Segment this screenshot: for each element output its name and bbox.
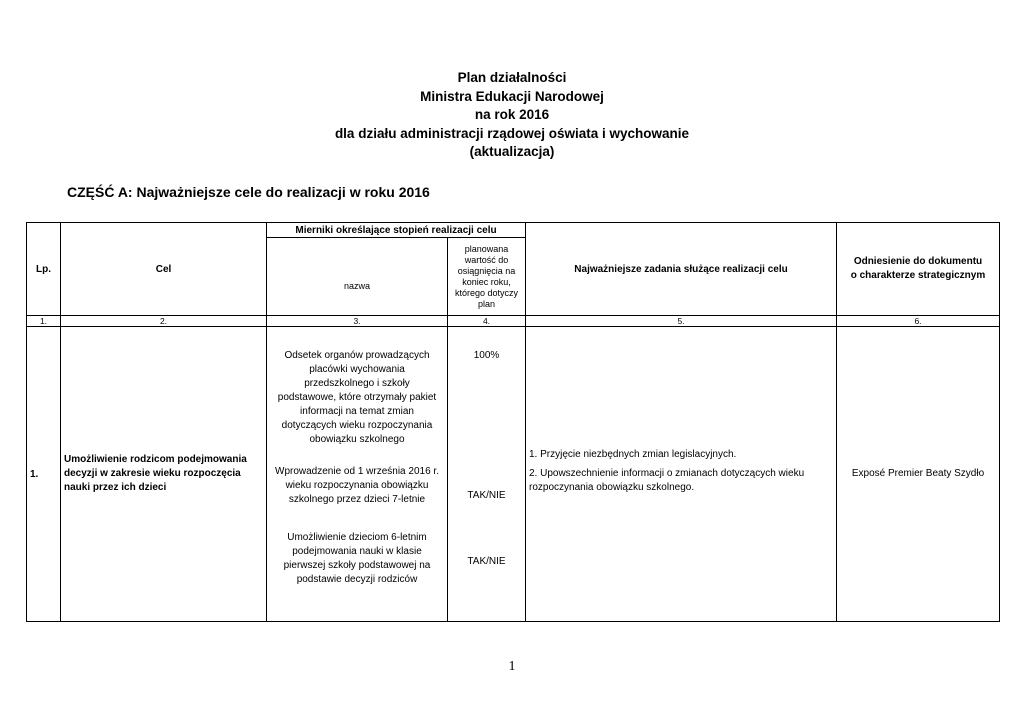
header-odniesienie-line-1: Odniesienie do dokumentu	[853, 256, 983, 267]
header-row-1	[27, 223, 1000, 238]
measure-name: Umożliwienie dzieciom 6-letnim podejmowania nauki w klasie pierwszej szkoły podstawowej na podstawie decyzji rodziców	[283, 532, 431, 585]
measure-name: Wprowadzenie od 1 września 2016 r. wieku rozpoczynania obowiązku szkolnego przez dzieci 7-letnie	[275, 466, 439, 505]
header-odniesienie	[837, 223, 1000, 316]
header-lp: Lp.	[27, 223, 61, 316]
column-number: 2.	[61, 316, 267, 327]
column-number: 1.	[27, 316, 61, 327]
measure-value: TAK/NIE	[467, 490, 506, 501]
row-lp: 1.	[27, 327, 61, 622]
header-zadania: Najważniejsze zadania służące realizacji celu	[526, 223, 837, 316]
header-planowana: planowana wartość do osiągnięcia na koniec roku, którego dotyczy plan	[448, 238, 526, 316]
column-number: 5.	[526, 316, 837, 327]
column-number: 3.	[267, 316, 448, 327]
table-row	[27, 327, 1000, 622]
column-number: 6.	[837, 316, 1000, 327]
header-nazwa: nazwa	[267, 238, 448, 316]
header-mierniki: Mierniki określające stopień realizacji celu	[267, 223, 526, 238]
row-cel: Umożliwienie rodzicom podejmowania decyzji w zakresie wieku rozpoczęcia nauki przez ich dzieci	[61, 327, 267, 622]
row-document: Exposé Premier Beaty Szydło	[837, 327, 1000, 622]
document-title	[0, 69, 1024, 162]
measure-name: Odsetek organów prowadzących placówki wychowania przedszkolnego i szkoły podstawowe, które otrzymały pakiet informacji na temat zmian dotyczących wieku rozpoczynania obowiązku szkolnego	[277, 350, 437, 445]
title-line-2: Ministra Edukacji Narodowej	[420, 88, 604, 104]
header-odniesienie-line-2: o charakterze strategicznym	[850, 270, 986, 281]
column-number: 4.	[448, 316, 526, 327]
title-line-3: na rok 2016	[474, 107, 550, 122]
task-item: 2. Upowszechnienie informacji o zmianach dotyczących wieku rozpoczynania obowiązku szkolnego.	[529, 468, 805, 493]
row-values	[448, 327, 526, 622]
title-line-1: Plan działalności	[457, 70, 567, 85]
title-line-4: dla działu administracji rządowej oświata i wychowanie	[334, 125, 690, 141]
row-tasks	[526, 327, 837, 622]
measure-value: TAK/NIE	[467, 556, 506, 567]
header-cel: Cel	[61, 223, 267, 316]
task-item: 1. Przyjęcie niezbędnych zmian legislacyjnych.	[529, 449, 737, 460]
section-heading: CZĘŚĆ A: Najważniejsze cele do realizacji w roku 2016	[67, 184, 430, 200]
title-line-5: (aktualizacja)	[469, 144, 555, 159]
plan-table	[26, 222, 1000, 622]
row-measures	[267, 327, 448, 622]
measure-value: 100%	[473, 350, 500, 361]
page-number: 1	[508, 659, 516, 674]
column-numbers-row	[27, 316, 1000, 327]
